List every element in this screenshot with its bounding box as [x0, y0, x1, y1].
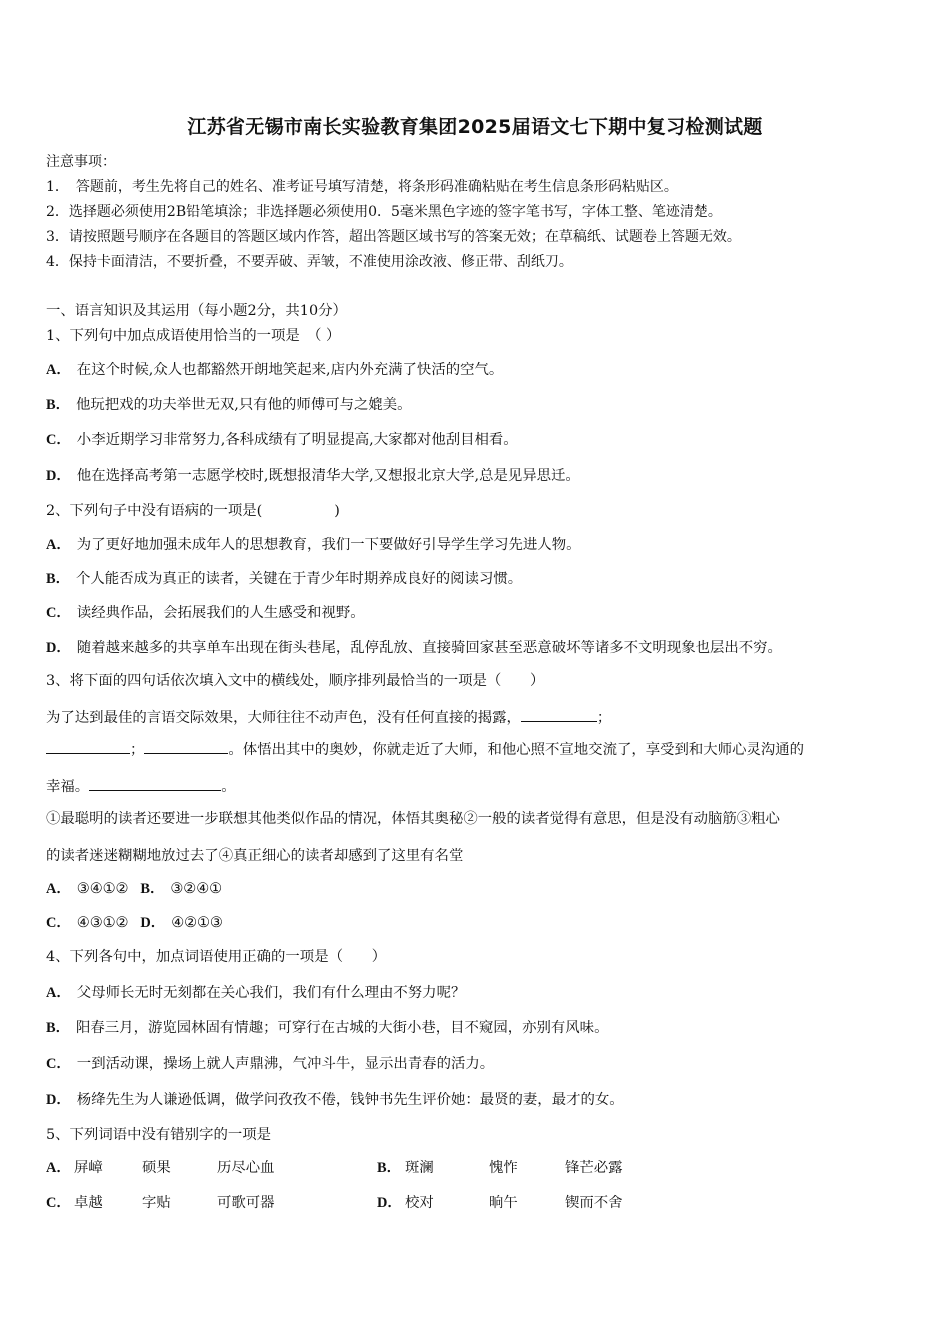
question-1-option-c — [46, 430, 518, 450]
option-word: 屏嶂 — [74, 1160, 103, 1176]
option-word: 锋芒必露 — [565, 1160, 623, 1176]
option-word: 字贴 — [142, 1195, 171, 1211]
question-3-sentences-line-2: 的读者迷迷糊糊地放过去了④真正细心的读者却感到了这里有名堂 — [46, 848, 464, 864]
option-text: ④②①③ — [171, 915, 223, 931]
option-text: ④③①② — [76, 915, 129, 931]
section-heading: 一、语言知识及其运用（每小题2分，共10分） — [46, 303, 347, 319]
option-text: 为了更好地加强未成年人的思想教育，我们一下要做好引导学生学习先进人物。 — [76, 537, 581, 553]
question-2-option-a — [46, 535, 580, 555]
passage-text: ； — [130, 742, 145, 758]
option-label: C． — [46, 605, 71, 621]
option-word: 斑澜 — [405, 1160, 434, 1176]
option-word: 锲而不舍 — [565, 1195, 623, 1211]
page-title: 江苏省无锡市南长实验教育集团2025届语文七下期中复习检测试题 — [187, 116, 763, 138]
question-3-passage-line-1 — [46, 706, 611, 728]
question-2-option-c — [46, 603, 365, 623]
option-label: C． — [46, 915, 71, 931]
notice-heading: 注意事项： — [46, 154, 116, 170]
option-label: D． — [140, 915, 166, 931]
question-2-option-d — [46, 638, 782, 658]
notice-item-1: 1． 答题前，考生先将自己的姓名、准考证号填写清楚，将条形码准确粘贴在考生信息条形码粘贴区。 — [46, 179, 678, 195]
question-3-passage-line-2 — [46, 738, 804, 760]
option-word: 晌午 — [489, 1195, 518, 1211]
option-word: 硕果 — [142, 1160, 171, 1176]
question-2-option-b — [46, 569, 522, 589]
option-text: 杨绛先生为人谦逊低调，做学问孜孜不倦，钱钟书先生评价她：最贤的妻，最才的女。 — [76, 1092, 624, 1108]
option-label: C． — [46, 432, 71, 448]
option-text: 读经典作品，会拓展我们的人生感受和视野。 — [76, 605, 365, 621]
passage-text: 。体悟出其中的奥妙，你就走近了大师，和他心照不宣地交流了，享受到和大师心灵沟通的 — [228, 742, 805, 758]
option-word: 卓越 — [74, 1195, 103, 1211]
passage-text: 幸福。 — [46, 779, 90, 795]
option-label: A． — [46, 881, 71, 897]
option-label: B． — [46, 397, 70, 413]
passage-text: ； — [596, 710, 612, 726]
option-word: 可歌可器 — [217, 1195, 275, 1211]
option-text: 一到活动课，操场上就人声鼎沸，气冲斗牛，显示出青春的活力。 — [76, 1056, 495, 1072]
option-text: ③②④① — [170, 881, 223, 897]
notice-item-2: 2．选择题必须使用2B铅笔填涂；非选择题必须使用0．5毫米黑色字迹的签字笔书写，字体工整、笔迹清楚。 — [46, 204, 722, 220]
question-1-option-d — [46, 466, 580, 486]
option-text: 他玩把戏的功夫举世无双,只有他的师傅可与之媲美。 — [76, 397, 412, 413]
notice-item-4: 4．保持卡面清洁，不要折叠，不要弄破、弄皱，不准使用涂改液、修正带、刮纸刀。 — [46, 254, 573, 270]
option-text: 小李近期学习非常努力,各科成绩有了明显提高,大家都对他刮目相看。 — [76, 432, 518, 448]
passage-text: 。 — [221, 779, 236, 795]
option-text: ③④①② — [76, 881, 129, 897]
answer-blank — [46, 738, 130, 754]
option-word: 校对 — [405, 1195, 434, 1211]
option-label: A． — [46, 985, 71, 1001]
question-3-options-row-2 — [46, 913, 223, 933]
question-1-stem: 1、下列句中加点成语使用恰当的一项是 （ ） — [46, 328, 341, 344]
question-4-option-c — [46, 1054, 494, 1074]
question-3-options-row-1 — [46, 879, 222, 899]
passage-text: 为了达到最佳的言语交际效果，大师往往不动声色，没有任何直接的揭露， — [46, 710, 521, 726]
option-label: C． — [46, 1195, 71, 1211]
option-text: 随着越来越多的共享单车出现在街头巷尾，乱停乱放、直接骑回家甚至恶意破坏等诸多不文明现象也层出不穷。 — [76, 640, 782, 656]
option-label: B． — [46, 571, 70, 587]
option-label: A． — [46, 362, 71, 378]
option-text: 父母师长无时无刻都在关心我们，我们有什么理由不努力呢？ — [76, 985, 466, 1001]
question-4-stem: 4、下列各句中，加点词语使用正确的一项是（ ） — [46, 949, 387, 965]
option-text: 个人能否成为真正的读者，关键在于青少年时期养成良好的阅读习惯。 — [76, 571, 523, 587]
question-4-option-a — [46, 983, 465, 1003]
question-3-stem: 3、将下面的四句话依次填入文中的横线处，顺序排列最恰当的一项是（ ） — [46, 673, 545, 689]
answer-blank — [89, 775, 221, 791]
option-label: D． — [46, 640, 71, 656]
answer-blank — [144, 738, 228, 754]
question-2-stem: 2、下列句子中没有语病的一项是( ) — [46, 503, 340, 519]
answer-blank — [521, 706, 597, 722]
option-word: 历尽心血 — [217, 1160, 275, 1176]
option-label: D． — [46, 468, 71, 484]
option-label: B． — [377, 1160, 401, 1176]
option-label: D． — [377, 1195, 402, 1211]
option-text: 他在选择高考第一志愿学校时,既想报清华大学,又想报北京大学,总是见异思迁。 — [76, 468, 580, 484]
question-4-option-b — [46, 1018, 608, 1038]
option-label: A． — [46, 1160, 71, 1176]
notice-item-3: 3．请按照题号顺序在各题目的答题区域内作答，超出答题区域书写的答案无效；在草稿纸、试题卷上答题无效。 — [46, 229, 741, 245]
question-1-option-b — [46, 395, 412, 415]
option-text: 在这个时候,众人也都豁然开朗地笑起来,店内外充满了快活的空气。 — [76, 362, 504, 378]
question-1-option-a — [46, 360, 503, 380]
option-label: B． — [140, 881, 165, 897]
option-label: B． — [46, 1020, 70, 1036]
option-label: A． — [46, 537, 71, 553]
question-5-stem: 5、下列词语中没有错别字的一项是 — [46, 1127, 272, 1143]
question-3-sentences-line-1: ①最聪明的读者还要进一步联想其他类似作品的情况，体悟其奥秘②一般的读者觉得有意思，但是没有动脑筋③粗心 — [46, 811, 780, 827]
option-label: D． — [46, 1092, 71, 1108]
option-word: 愧怍 — [489, 1160, 518, 1176]
question-4-option-d — [46, 1090, 624, 1110]
option-text: 阳春三月，游览园林固有情趣；可穿行在古城的大街小巷，目不窥园，亦别有风味。 — [76, 1020, 609, 1036]
question-3-passage-line-3 — [46, 775, 236, 797]
option-label: C． — [46, 1056, 71, 1072]
